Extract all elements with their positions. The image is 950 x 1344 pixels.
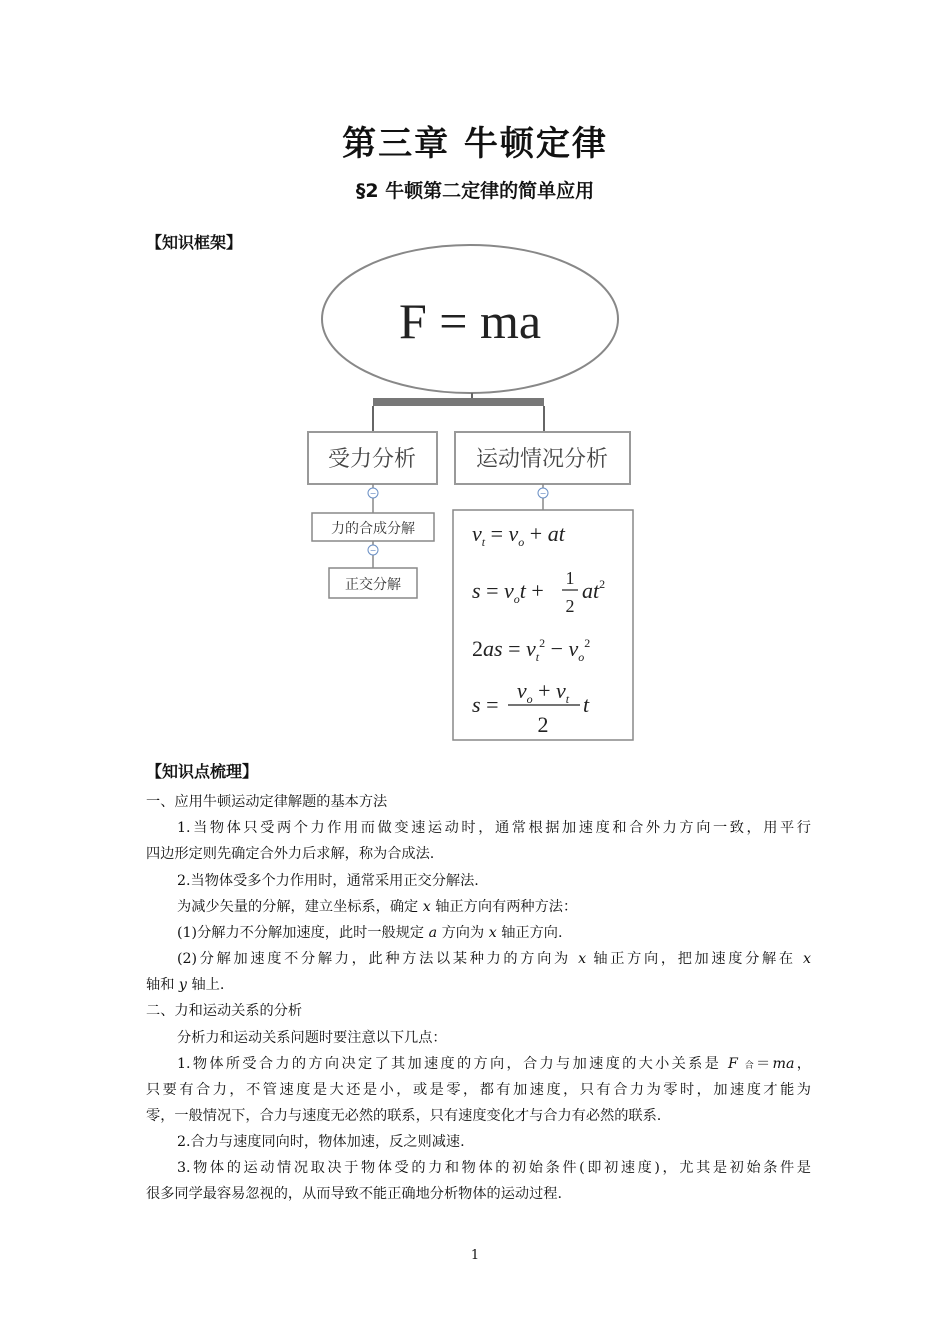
- paragraph-method-1: (1)分解力不分解加速度，此时一般规定 a 方向为 x 轴正方向.: [177, 925, 563, 941]
- svg-text:−: −: [369, 489, 377, 498]
- paragraph-note-2: 2.合力与速度同向时，物体加速，反之则减速.: [177, 1134, 465, 1150]
- paragraph-note-1-line1: 1.物体所受合力的方向决定了其加速度的方向，合力与加速度的大小关系是 F 合＝ma，: [177, 1056, 811, 1072]
- paragraph-note-3-line2: 很多同学最容易忽视的，从而导致不能正确地分析物体的运动过程.: [146, 1186, 562, 1202]
- paragraph-composition-line2: 四边形定则先确定合外力后求解，称为合成法.: [146, 846, 435, 862]
- framework-heading: 【知识框架】: [146, 233, 243, 252]
- paragraph-orthogonal: 2.当物体受多个力作用时，通常采用正交分解法.: [177, 873, 479, 889]
- svg-text:1: 1: [565, 568, 575, 588]
- knowledge-points-heading: 【知识点梳理】: [146, 762, 259, 781]
- paragraph-note-1-line3: 零，一般情况下，合力与速度无必然的联系，只有速度变化才与合力有必然的联系.: [146, 1108, 662, 1124]
- paragraph-method-2-line2: 轴和 y 轴上.: [146, 977, 225, 993]
- branch-motion-analysis-label: 运动情况分析: [475, 447, 609, 472]
- orthogonal-decomposition-label: 正交分解: [345, 577, 401, 593]
- paragraph-note-1-line2: 只要有合力，不管速度是大还是小，或是零，都有加速度，只有合力为零时，加速度才能为: [146, 1082, 811, 1098]
- svg-text:t: t: [583, 692, 590, 717]
- branch-force-analysis-label: 受力分析: [327, 447, 417, 472]
- part1-title: 一、应用牛顿运动定律解题的基本方法: [146, 794, 388, 810]
- main-formula: F = ma: [398, 293, 542, 349]
- kinematic-formula-4: s =: [472, 692, 499, 717]
- composition-decomposition-label: 力的合成分解: [331, 521, 415, 537]
- paragraph-notes-intro: 分析力和运动关系问题时要注意以下几点：: [177, 1030, 447, 1046]
- page-number: 1: [470, 1248, 480, 1263]
- kinematic-formula-2: $s = v_ot$ +: [472, 578, 544, 606]
- paragraph-method-2-line1: (2)分解加速度不分解力，此种方法以某种力的方向为 x 轴正方向，把加速度分解在 x: [177, 951, 811, 967]
- paragraph-axis-choice: 为减少矢量的分解，建立坐标系，确定 x 轴正方向有两种方法：: [177, 899, 578, 915]
- svg-text:2: 2: [537, 712, 549, 737]
- svg-text:−: −: [539, 489, 547, 498]
- kinematic-formula-3: $2as = v_t^2 - v_o^2$: [472, 636, 591, 664]
- paragraph-note-3-line1: 3.物体的运动情况取决于物体受的力和物体的初始条件(即初速度)，尤其是初始条件是: [177, 1160, 811, 1176]
- svg-text:vo + vt: $v_o + v_t$: [516, 678, 570, 706]
- part2-title: 二、力和运动关系的分析: [146, 1003, 303, 1019]
- kinematic-formula-1: $v_t = v_o$ + at: [472, 521, 565, 549]
- knowledge-framework-diagram: [300, 240, 640, 745]
- chapter-title: 第三章 牛顿定律: [342, 124, 608, 164]
- connector-bar: [373, 398, 544, 406]
- paragraph-composition-line1: 1.当物体只受两个力作用而做变速运动时，通常根据加速度和合外力方向一致，用平行: [177, 820, 811, 836]
- section-title: §2 牛顿第二定律的简单应用: [355, 180, 595, 202]
- svg-text:at2: $at^2$: [582, 577, 606, 603]
- svg-text:2: 2: [565, 596, 575, 616]
- svg-text:−: −: [369, 546, 377, 555]
